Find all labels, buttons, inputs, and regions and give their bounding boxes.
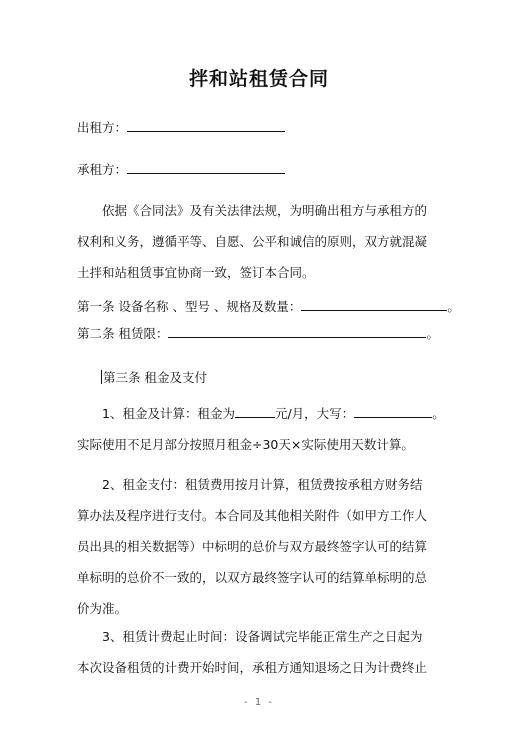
item-1-uppercase-blank[interactable] <box>354 406 432 418</box>
article-1 <box>77 297 460 315</box>
item-2-line-3: 员出具的相关数据等）中标明的总价与双方最终签字认可的结算 <box>77 539 428 554</box>
article-1-blank[interactable] <box>301 299 447 311</box>
item-1-mid: 元/月，大写： <box>274 406 355 421</box>
item-1-amount-blank[interactable] <box>235 406 275 418</box>
document-title: 拌和站租赁合同 <box>188 68 329 90</box>
item-1-end: 。 <box>432 406 445 421</box>
article-2 <box>77 324 439 342</box>
item-3-paragraph <box>77 621 445 683</box>
item-1-line-2: 实际使用不足月部分按照月租金÷30天×实际使用天数计算。 <box>77 437 414 452</box>
item-2-line-2: 算办法及程序进行支付。本合同及其他相关附件（如甲方工作人 <box>77 508 428 523</box>
item-1-prefix: 1、租金及计算：租金为 <box>102 406 235 421</box>
item-3-line-1: 3、租赁计费起止时间：设备调试完毕能正常生产之日起为 <box>102 629 423 644</box>
lessee-line <box>77 160 285 178</box>
intro-line-1: 依据《合同法》及有关法律法规，为明确出租方与承租方的 <box>102 203 428 218</box>
intro-line-3: 土拌和站租赁事宜协商一致，签订本合同。 <box>77 265 315 280</box>
lessor-line <box>77 118 285 136</box>
lessor-blank[interactable] <box>127 120 285 132</box>
article-3-label: 第三条 租金及支付 <box>103 370 207 385</box>
page-number: - 1 - <box>244 697 274 708</box>
article-2-label: 第二条 租赁限： <box>77 326 169 341</box>
item-2-line-5: 价为准。 <box>77 601 128 616</box>
item-3-line-2: 本次设备租赁的计费开始时间，承租方通知退场之日为计费终止 <box>77 660 428 675</box>
item-1-line-1 <box>77 398 445 429</box>
article-1-end: 。 <box>447 299 460 314</box>
item-2-paragraph <box>77 469 445 624</box>
lessee-blank[interactable] <box>127 162 285 174</box>
item-1-paragraph <box>77 398 445 460</box>
text-cursor <box>101 370 102 384</box>
item-2-line-4: 单标明的总价不一致的，以双方最终签字认可的结算单标明的总 <box>77 570 428 585</box>
lessor-label: 出租方： <box>77 120 128 135</box>
article-1-label: 第一条 设备名称 、型号 、规格及数量： <box>77 299 302 314</box>
article-3 <box>101 368 207 386</box>
article-2-end: 。 <box>426 326 439 341</box>
article-2-blank[interactable] <box>168 326 426 338</box>
lessee-label: 承租方： <box>77 162 128 177</box>
intro-line-2: 权利和义务，遵循平等、自愿、公平和诚信的原则，双方就混凝 <box>77 234 428 249</box>
intro-paragraph <box>77 195 445 288</box>
item-2-line-1: 2、租金支付：租赁费用按月计算，租赁费按承租方财务结 <box>102 477 423 492</box>
